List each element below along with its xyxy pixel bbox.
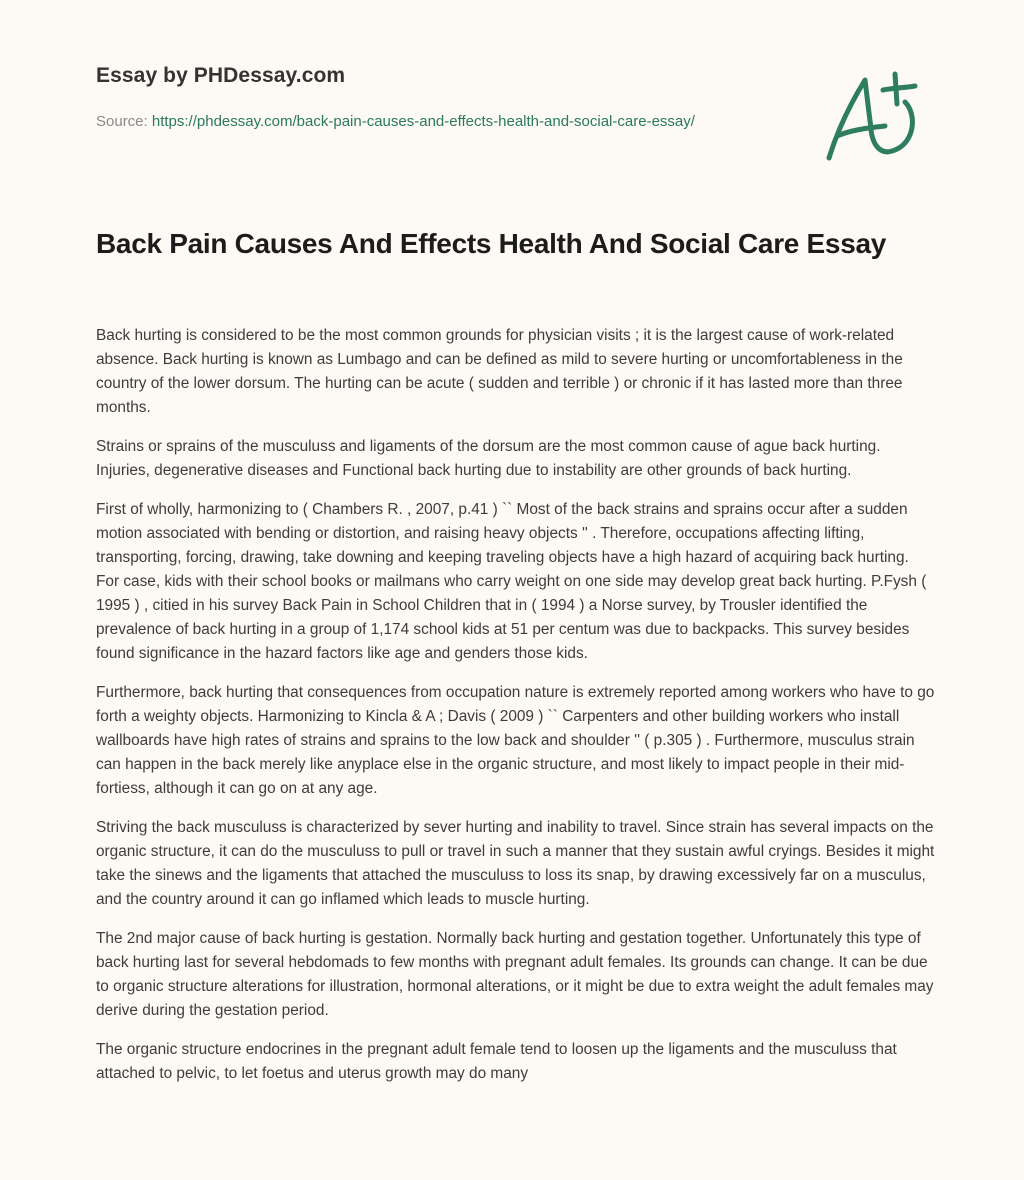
essay-body (96, 324, 936, 1101)
essay-paragraph: The 2nd major cause of back hurting is gestation. Normally back hurting and gestation together. Unfortunately this type of back hurting last for several hebdomads to few months with pregnant adult females. Its grounds can change. It can be due to organic structure alterations for illustration, hormonal alterations, or it might be due to extra weight the adult females may derive during the gestation period. (96, 930, 934, 1019)
site-brand: Essay by PHDessay.com (96, 64, 346, 87)
essay-paragraph: The organic structure endocrines in the pregnant adult female tend to loosen up the ligaments and the musculuss that attached to pelvic, to let foetus and uterus growth may do many (96, 1041, 897, 1082)
essay-paragraph: Strains or sprains of the musculuss and ligaments of the dorsum are the most common cause of ague back hurting. Injuries, degenerative diseases and Functional back hurting due to instability are other grounds of back hurting. (96, 438, 881, 479)
essay-paragraph: Furthermore, back hurting that consequences from occupation nature is extremely reported among workers who have to go forth a weighty objects. Harmonizing to Kincla & A ; Davis ( 2009 ) `` Carpenters and other building workers who install wallboards have high rates of strains and sprains to the low back and shoulder '' ( p.305 ) . Furthermore, musculus strain can happen in the back merely like anyplace else in the organic structure, and most likely to impact people in their mid-fortiess, although it can go on at any age. (96, 684, 935, 797)
source-label: Source: (96, 113, 148, 130)
source-link[interactable]: https://phdessay.com/back-pain-causes-and-effects-health-and-social-care-essay/ (151, 113, 695, 130)
essay-paragraph: First of wholly, harmonizing to ( Chambers R. , 2007, p.41 ) `` Most of the back strains and sprains occur after a sudden motion associated with bending or distortion, and raising heavy objects '' . Therefore, occupations affecting lifting, transporting, forcing, drawing, take downing and keeping traveling objects have a high hazard of acquiring back hurting. For case, kids with their school books or mailmans who carry weight on one side may develop great back hurting. P.Fysh ( 1995 ) , citied in his survey Back Pain in School Children that in ( 1994 ) a Norse survey, by Trousler identified the prevalence of back hurting in a group of 1,174 school kids at 51 per centum was due to backpacks. This survey besides found significance in the hazard factors like age and genders those kids. (96, 501, 927, 662)
essay-paragraph: Striving the back musculuss is characterized by sever hurting and inability to travel. Since strain has several impacts on the organic structure, it can do the musculuss to pull or travel in such a manner that they sustain awful cryings. Besides it might take the sinews and the ligaments that attached the musculuss to loss its snap, by drawing excessively far on a musculus, and the country around it can go inflamed which leads to muscle hurting. (96, 819, 935, 908)
essay-title: Back Pain Causes And Effects Health And Social Care Essay (96, 228, 887, 259)
a-plus-grade-icon (823, 66, 927, 166)
source-line (96, 110, 756, 134)
essay-paragraph: Back hurting is considered to be the most common grounds for physician visits ; it is the largest cause of work-related absence. Back hurting is known as Lumbago and can be defined as mild to severe hurting or uncomfortableness in the country of the lower dorsum. The hurting can be acute ( sudden and terrible ) or chronic if it has lasted more than three months. (96, 327, 903, 416)
